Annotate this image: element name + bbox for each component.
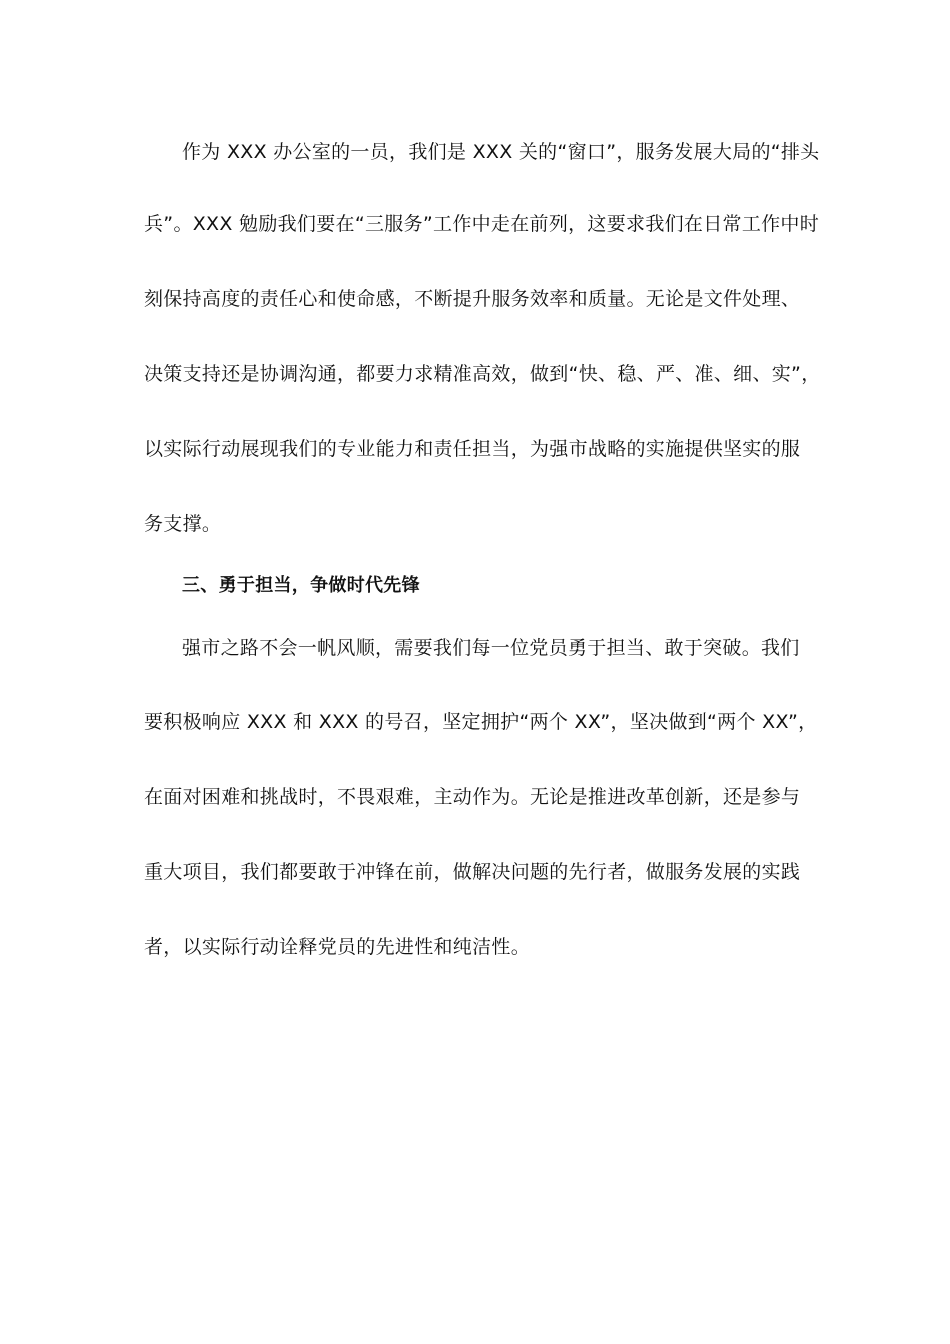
- paragraph-1-line-2: 兵”。XXX 勉励我们要在“三服务”工作中走在前列，这要求我们在日常工作中时: [144, 213, 820, 235]
- paragraph-1-line-3: 刻保持高度的责任心和使命感，不断提升服务效率和质量。无论是文件处理、: [144, 288, 801, 310]
- paragraph-2-line-2: 要积极响应 XXX 和 XXX 的号召，坚定拥护“两个 XX”，坚决做到“两个 XX”，: [144, 711, 818, 733]
- paragraph-2-line-1: 强市之路不会一帆风顺，需要我们每一位党员勇于担当、敢于突破。我们: [182, 637, 800, 659]
- paragraph-1-line-6: 务支撑。: [144, 513, 222, 535]
- paragraph-1-line-5: 以实际行动展现我们的专业能力和责任担当，为强市战略的实施提供坚实的服: [144, 438, 801, 460]
- paragraph-1-line-4: 决策支持还是协调沟通，都要力求精准高效，做到“快、稳、严、准、细、实”，: [144, 363, 821, 385]
- section-heading: 三、勇于担当，争做时代先锋: [182, 575, 420, 596]
- paragraph-2-line-3: 在面对困难和挑战时，不畏艰难，主动作为。无论是推进改革创新，还是参与: [144, 786, 801, 808]
- paragraph-2-line-4: 重大项目，我们都要敢于冲锋在前，做解决问题的先行者，做服务发展的实践: [144, 861, 801, 883]
- paragraph-2-line-5: 者，以实际行动诠释党员的先进性和纯洁性。: [144, 936, 531, 958]
- paragraph-1-line-1: 作为 XXX 办公室的一员，我们是 XXX 关的“窗口”，服务发展大局的“排头: [182, 141, 820, 163]
